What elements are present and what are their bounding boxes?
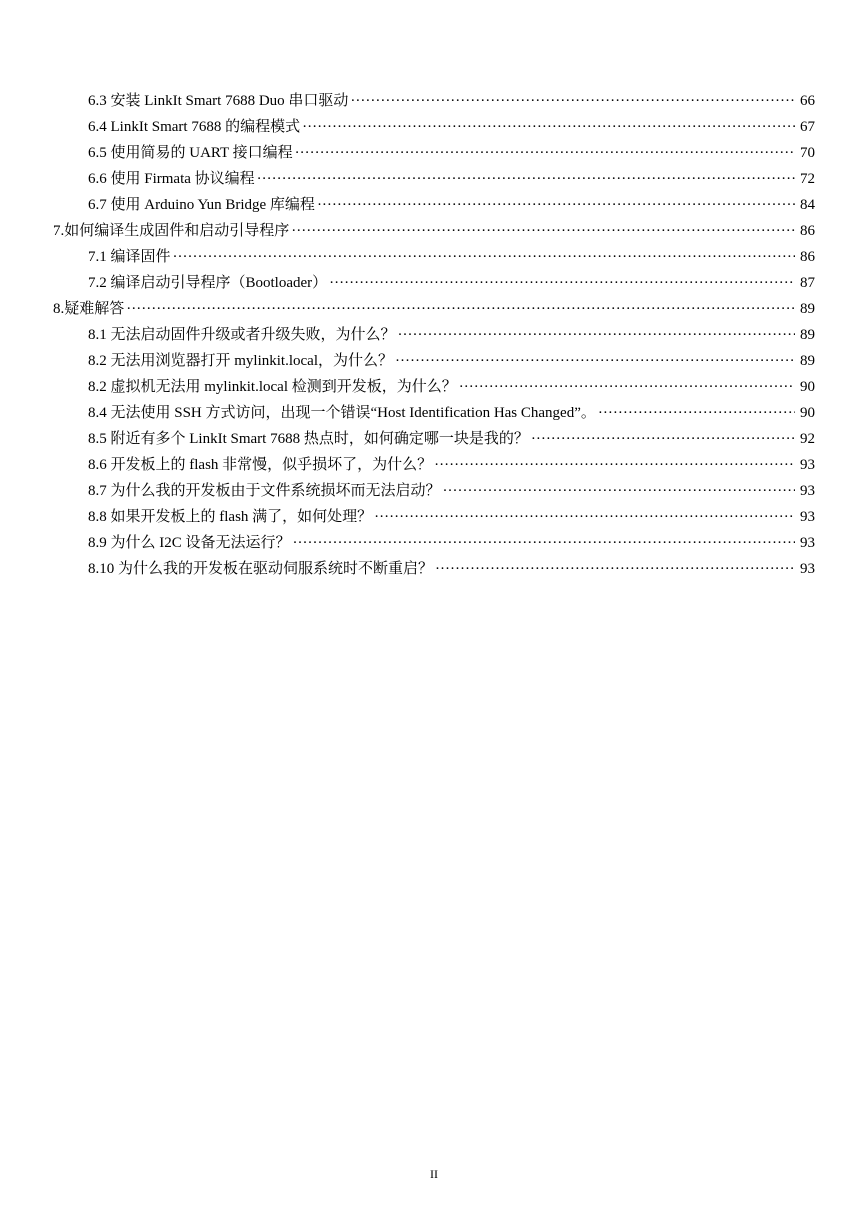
toc-dot-leader [291, 222, 795, 240]
toc-entry-page: 93 [800, 509, 815, 525]
toc-entry-title: 6.5 使用简易的 UART 接口编程 [88, 145, 293, 161]
toc-entry[interactable] [0, 526, 868, 552]
toc-entry[interactable] [0, 500, 868, 526]
toc-dot-leader [329, 274, 795, 292]
toc-entry-page: 84 [800, 197, 815, 213]
toc-entry[interactable] [0, 344, 868, 370]
toc-entry-title: 8.4 无法使用 SSH 方式访问，出现一个错误“Host Identification Has Changed”。 [88, 405, 596, 421]
toc-entry-page: 92 [800, 431, 815, 447]
table-of-contents [0, 84, 868, 578]
toc-dot-leader [293, 534, 795, 552]
toc-dot-leader [173, 248, 795, 266]
toc-dot-leader [350, 92, 795, 110]
toc-entry-title: 8.6 开发板上的 flash 非常慢，似乎损坏了，为什么？ [88, 457, 433, 473]
toc-entry[interactable] [0, 396, 868, 422]
toc-entry[interactable] [0, 162, 868, 188]
toc-entry-title: 7.2 编译启动引导程序（Bootloader） [88, 275, 328, 291]
toc-entry-title: 7.1 编译固件 [88, 249, 171, 265]
toc-entry-page: 86 [800, 249, 815, 265]
toc-entry[interactable] [0, 370, 868, 396]
toc-entry[interactable] [0, 214, 868, 240]
toc-dot-leader [374, 508, 795, 526]
toc-dot-leader [257, 170, 795, 188]
toc-entry-title: 8.2 虚拟机无法用 mylinkit.local 检测到开发板，为什么？ [88, 379, 457, 395]
toc-dot-leader [531, 430, 795, 448]
toc-entry-page: 90 [800, 379, 815, 395]
toc-entry-page: 86 [800, 223, 815, 239]
toc-entry-title: 8.10 为什么我的开发板在驱动伺服系统时不断重启？ [88, 561, 434, 577]
toc-entry-page: 90 [800, 405, 815, 421]
toc-entry[interactable] [0, 240, 868, 266]
toc-entry-title: 8.2 无法用浏览器打开 mylinkit.local，为什么？ [88, 353, 393, 369]
page-number: II [430, 1167, 438, 1181]
toc-entry-title: 6.3 安装 LinkIt Smart 7688 Duo 串口驱动 [88, 93, 349, 109]
toc-entry[interactable] [0, 136, 868, 162]
toc-dot-leader [434, 456, 795, 474]
toc-entry[interactable] [0, 266, 868, 292]
toc-dot-leader [126, 300, 795, 318]
toc-entry-title: 6.7 使用 Arduino Yun Bridge 库编程 [88, 197, 315, 213]
toc-entry[interactable] [0, 84, 868, 110]
toc-entry-title: 8.5 附近有多个 LinkIt Smart 7688 热点时，如何确定哪一块是我的？ [88, 431, 529, 447]
toc-entry-title: 8.疑难解答 [53, 301, 125, 317]
toc-entry-title: 7.如何编译生成固件和启动引导程序 [53, 223, 290, 239]
toc-dot-leader [395, 352, 795, 370]
toc-entry[interactable] [0, 422, 868, 448]
toc-dot-leader [435, 560, 795, 578]
toc-dot-leader [398, 326, 795, 344]
toc-dot-leader [598, 404, 795, 422]
toc-entry[interactable] [0, 188, 868, 214]
toc-entry[interactable] [0, 110, 868, 136]
toc-entry-page: 66 [800, 93, 815, 109]
toc-entry-page: 93 [800, 457, 815, 473]
toc-entry-page: 89 [800, 301, 815, 317]
toc-entry[interactable] [0, 292, 868, 318]
toc-entry[interactable] [0, 474, 868, 500]
toc-dot-leader [459, 378, 795, 396]
toc-entry-page: 89 [800, 327, 815, 343]
toc-entry-title: 8.8 如果开发板上的 flash 满了，如何处理？ [88, 509, 373, 525]
toc-entry-title: 8.9 为什么 I2C 设备无法运行？ [88, 535, 291, 551]
toc-entry-page: 93 [800, 535, 815, 551]
toc-entry-page: 67 [800, 119, 815, 135]
toc-entry[interactable] [0, 552, 868, 578]
toc-dot-leader [317, 196, 795, 214]
toc-entry-title: 8.1 无法启动固件升级或者升级失败，为什么？ [88, 327, 396, 343]
toc-dot-leader [302, 118, 795, 136]
toc-dot-leader [295, 144, 795, 162]
toc-entry[interactable] [0, 448, 868, 474]
toc-dot-leader [443, 482, 795, 500]
toc-entry-page: 70 [800, 145, 815, 161]
toc-entry-page: 93 [800, 561, 815, 577]
toc-entry-page: 89 [800, 353, 815, 369]
toc-entry-page: 87 [800, 275, 815, 291]
toc-entry-title: 6.4 LinkIt Smart 7688 的编程模式 [88, 119, 301, 135]
toc-entry-page: 93 [800, 483, 815, 499]
toc-entry-title: 8.7 为什么我的开发板由于文件系统损坏而无法启动？ [88, 483, 441, 499]
toc-entry[interactable] [0, 318, 868, 344]
toc-entry-page: 72 [800, 171, 815, 187]
toc-entry-title: 6.6 使用 Firmata 协议编程 [88, 171, 255, 187]
